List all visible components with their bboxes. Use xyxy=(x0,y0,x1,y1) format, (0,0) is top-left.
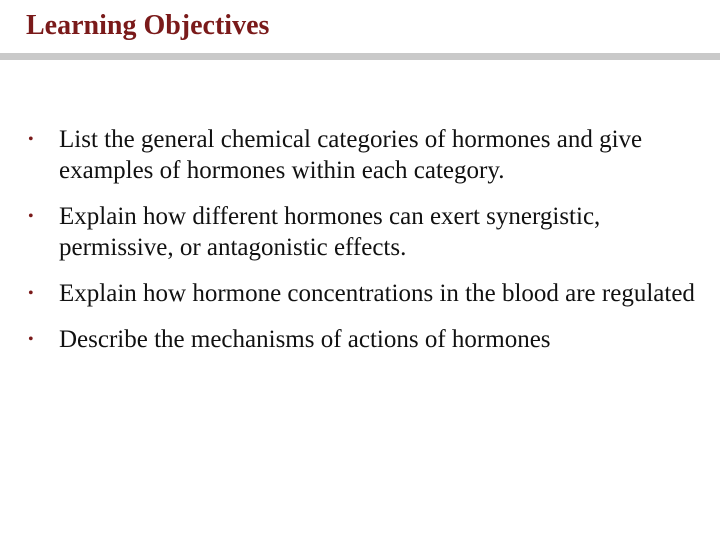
bullet-icon: • xyxy=(28,131,34,148)
bullet-icon: • xyxy=(28,285,34,302)
list-item-text: Explain how different hormones can exert synergistic, permissive, or antagonistic effects. xyxy=(59,203,601,261)
title-divider xyxy=(0,53,720,60)
list-item-text: Describe the mechanisms of actions of hormones xyxy=(59,326,551,353)
list-item xyxy=(28,201,708,263)
slide-title: Learning Objectives xyxy=(26,10,270,41)
list-item-text: Explain how hormone concentrations in the blood are regulated xyxy=(59,280,695,307)
bullet-icon: • xyxy=(28,208,34,225)
list-item-text: List the general chemical categories of hormones and give examples of hormones within each category. xyxy=(59,126,643,184)
list-item xyxy=(28,324,708,355)
list-item xyxy=(28,278,708,309)
list-item xyxy=(28,124,708,186)
objectives-list xyxy=(28,124,708,370)
bullet-icon: • xyxy=(28,331,34,348)
